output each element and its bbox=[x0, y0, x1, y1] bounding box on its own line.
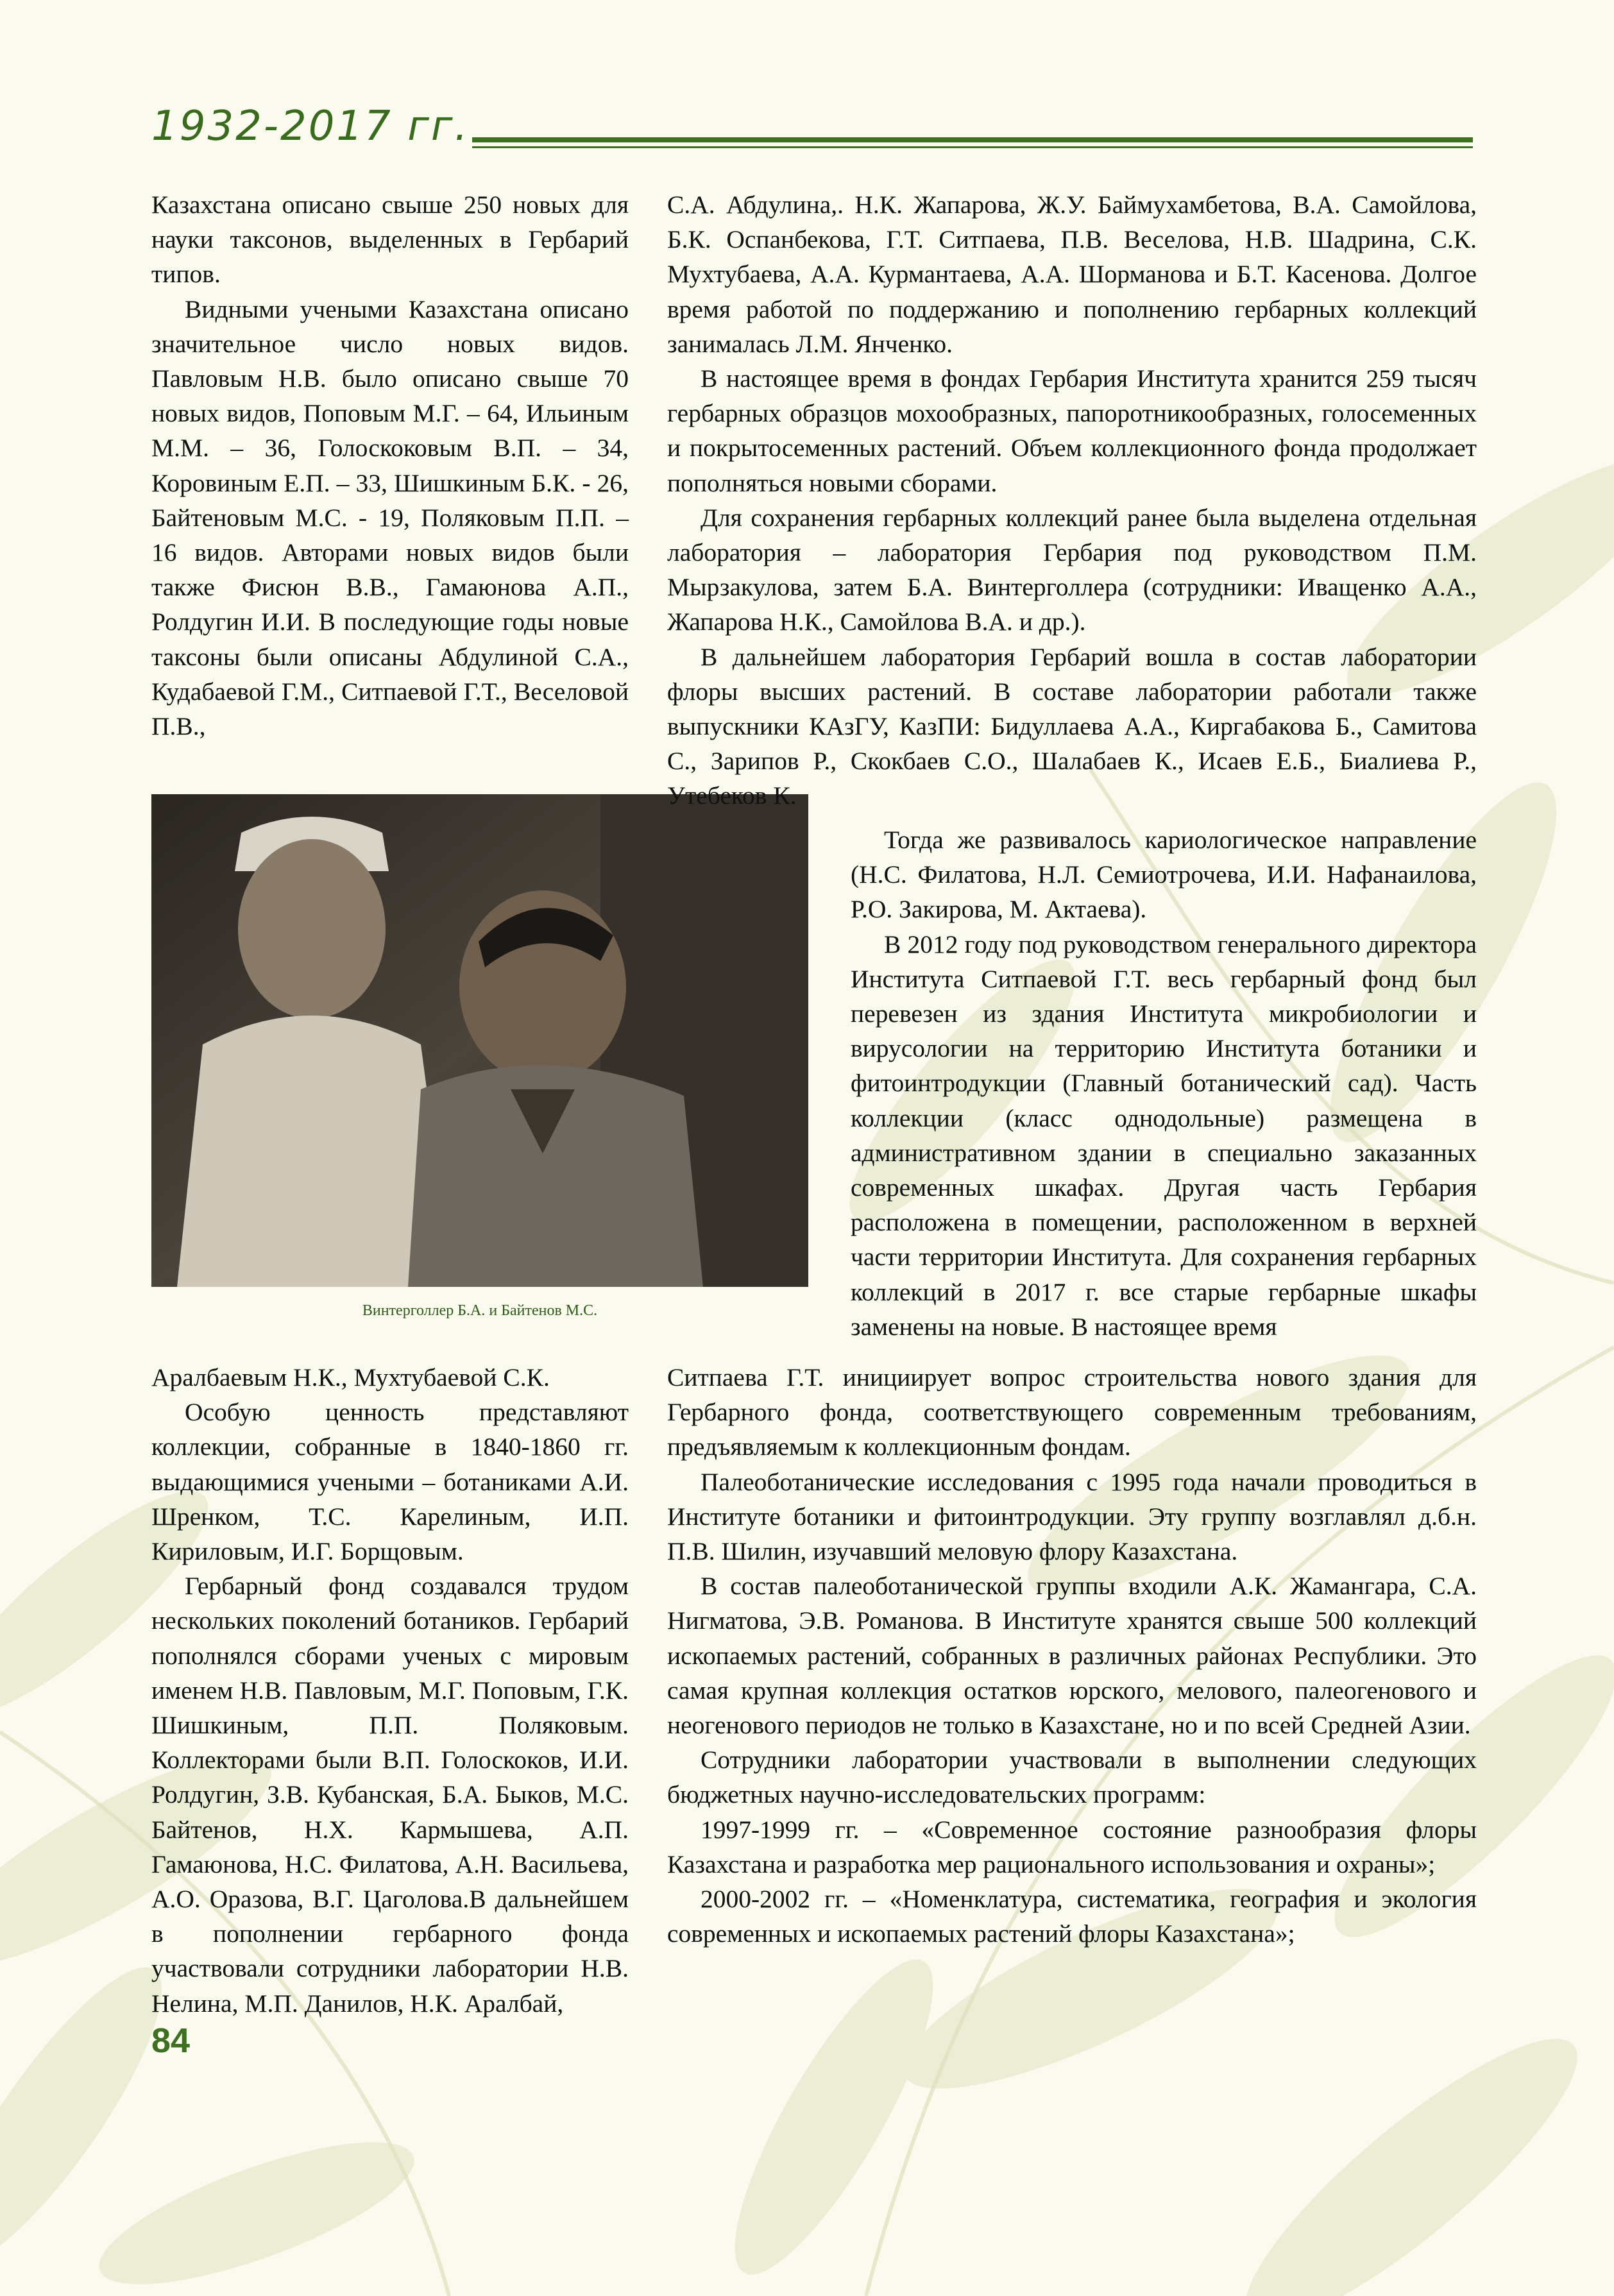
paragraph: Ситпаева Г.Т. инициирует вопрос строительства нового здания для Гербарного фонда, соответствующего современным требованиям, предъявляемым к коллекционным фондам. bbox=[667, 1363, 1477, 1461]
paragraph: Сотрудники лаборатории участвовали в выполнении следующих бюджетных научно-исследовательских программ: bbox=[667, 1746, 1477, 1809]
paragraph: 2000-2002 гг. – «Номенклатура, систематика, география и экология современных и ископаемых растений флоры Казахстана»; bbox=[667, 1885, 1477, 1948]
paragraph: В состав палеоботанической группы входили А.К. Жамангара, С.А. Нигматова, Э.В. Романова. В Институте хранятся свыше 500 коллекций ископаемых растений, собранных в различных районах Республики. Это самая крупная коллекция остатков юрского, мелового, палеогенового и неогенового периодов не только в Казахстане, но и по всей Средней Азии. bbox=[667, 1572, 1477, 1740]
right-column-middle bbox=[851, 822, 1477, 1344]
paragraph: Аралбаевым Н.К., Мухтубаевой С.К. bbox=[151, 1363, 550, 1391]
photo-vintergoller-baitenov bbox=[151, 794, 808, 1287]
header-years: 1932-2017 гг. bbox=[151, 103, 470, 150]
paragraph: Тогда же развивалось кариологическое направление (Н.С. Филатова, Н.Л. Семиотрочева, И.И. Нафанаилова, Р.О. Закирова, М. Актаева). bbox=[851, 826, 1477, 924]
paragraph: 1997-1999 гг. – «Современное состояние разнообразия флоры Казахстана и разработка мер рационального использования и охраны»; bbox=[667, 1815, 1477, 1878]
page-number: 84 bbox=[151, 2021, 191, 2060]
paragraph: Особую ценность представляют коллекции, собранные в 1840-1860 гг. выдающимися учеными – ботаниками А.И. Шренком, Т.С. Карелиным, И.П. Кириловым, И.Г. Борщовым. bbox=[151, 1398, 629, 1566]
paragraph: Гербарный фонд создавался трудом нескольких поколений ботаников. Гербарий пополнялся сборами ученых с мировым именем Н.В. Павловым, М.Г. Поповым, Г.К. Шишкиным, П.П. Поляковым. Коллекторами были В.П. Голоскоков, И.И. Ролдугин, З.В. Кубанская, Б.А. Быков, М.С. Байтенов, Н.Х. Кармышева, А.П. Гамаюнова, Н.С. Филатова, А.Н. Васильева, А.О. Оразова, В.Г. Цаголова.В дальнейшем в пополнении гербарного фонда участвовали сотрудники лаборатории Н.В. Нелина, М.П. Данилов, Н.К. Аралбай, bbox=[151, 1572, 629, 2018]
paragraph: В настоящее время в фондах Гербария Института хранится 259 тысяч гербарных образцов мохообразных, папоротникообразных, голосеменных и покрытосеменных растений. Объем коллекционного фонда продолжает пополняться новыми сборами. bbox=[667, 364, 1477, 497]
photo-image bbox=[151, 794, 808, 1287]
header-rule-thin bbox=[472, 146, 1473, 148]
left-column-top bbox=[151, 187, 629, 744]
header-rule bbox=[472, 137, 1473, 142]
right-column-top bbox=[667, 187, 1477, 813]
paragraph: Для сохранения гербарных коллекций ранее была выделена отдельная лаборатория – лаборатория Гербария под руководством П.М. Мырзакулова, затем Б.А. Винтерголлера (сотрудники: Иващенко А.А., Жапарова Н.К., Самойлова В.А. и др.). bbox=[667, 503, 1477, 636]
paragraph: Казахстана описано свыше 250 новых для науки таксонов, выделенных в Гербарий типов. bbox=[151, 191, 629, 289]
paragraph: В 2012 году под руководством генерального директора Института Ситпаевой Г.Т. весь гербарный фонд был перевезен из здания Института микробиологии и вирусологии на территорию Института ботаники и фитоинтродукции (Главный ботанический сад). Часть коллекции (класс однодольные) размещена в административном здании в специально заказанных современных шкафах. Другая часть Гербария расположена в помещении, расположенном в верхней части территории Института. Для сохранения гербарных коллекций в 2017 г. все старые гербарные шкафы заменены на новые. В настоящее время bbox=[851, 930, 1477, 1341]
paragraph: В дальнейшем лаборатория Гербарий вошла в состав лаборатории флоры высших растений. В составе лаборатории работали также выпускники КАзГУ, КазПИ: Бидуллаева А.А., Киргабакова Б., Самитова С., Зарипов Р., Скокбаев С.О., Шалабаев К., Исаев Е.Б., Биалиева Р., Утебеков К. bbox=[667, 642, 1477, 810]
photo-caption: Винтерголлер Б.А. и Байтенов М.С. bbox=[362, 1302, 598, 1319]
right-column-bottom bbox=[667, 1360, 1477, 1951]
paragraph: Видными учеными Казахстана описано значительное число новых видов. Павловым Н.В. было описано свыше 70 новых видов, Поповым М.Г. – 64, Ильиным М.М. – 36, Голоскоковым В.П. – 34, Коровиным Е.П. – 33, Шишкиным Б.К. - 26, Байтеновым М.С. - 19, Поляковым П.П. – 16 видов. Авторами новых видов были также Фисюн В.В., Гамаюнова А.П., Ролдугин И.И. В последующие годы новые таксоны были описаны Абдулиной С.А., Кудабаевой Г.М., Ситпаевой Г.Т., Веселовой П.В., bbox=[151, 294, 629, 741]
paragraph: С.А. Абдулина,. Н.К. Жапарова, Ж.У. Баймухамбетова, В.А. Самойлова, Б.К. Оспанбекова, Г.Т. Ситпаева, П.В. Веселова, Н.В. Шадрина, С.К. Мухтубаева, А.А. Курмантаева, А.А. Шорманова и Б.Т. Касенова. Долгое время работой по поддержанию и пополнению гербарных коллекций занималась Л.М. Янченко. bbox=[667, 191, 1477, 358]
paragraph: Палеоботанические исследования с 1995 года начали проводиться в Институте ботаники и фитоинтродукции. Эту группу возглавлял д.б.н. П.В. Шилин, изучавший меловую флору Казахстана. bbox=[667, 1467, 1477, 1566]
left-column-bottom bbox=[151, 1360, 629, 2021]
